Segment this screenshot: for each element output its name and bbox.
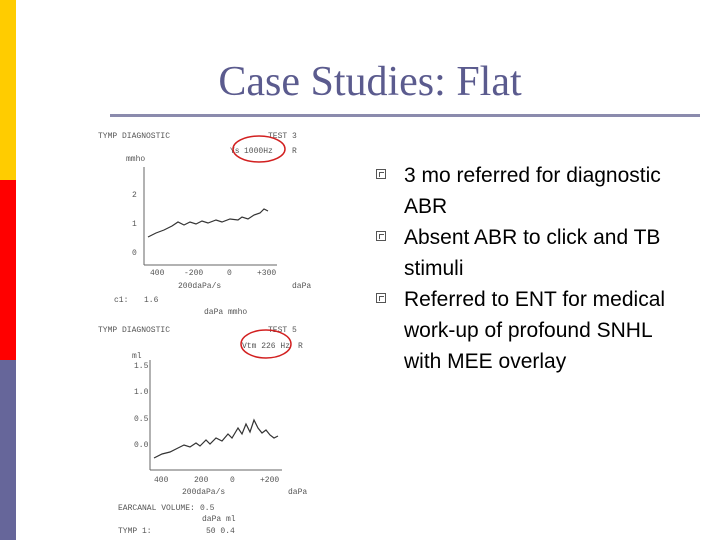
tympanogram-curve [154, 420, 278, 458]
y-tick: 2 [132, 191, 137, 200]
y-tick: 1 [132, 220, 137, 229]
y-tick: 0.0 [134, 441, 149, 450]
x-tick: +300 [257, 269, 277, 278]
bullet-item [374, 222, 674, 284]
tymp-probe-ear: R [298, 342, 303, 351]
title-underline [110, 114, 700, 117]
x-rate: 200daPa/s [182, 488, 226, 497]
footer-units: daPa ml [202, 515, 236, 524]
y-tick: 0.5 [134, 415, 149, 424]
tympanogram-curve [148, 209, 268, 237]
footer-label: c1: [114, 296, 129, 305]
tymp-probe-freq: 1000Hz [244, 147, 273, 156]
bullet-text: Referred to ENT for medical work-up of profound SNHL with MEE overlay [404, 288, 666, 373]
canal-label: EARCANAL VOLUME: [118, 504, 195, 513]
x-unit: daPa [288, 488, 308, 497]
footer-units: daPa mmho [204, 308, 248, 317]
tymp-probe-ear: R [292, 147, 297, 156]
tymp-header-left: TYMP DIAGNOSTIC [98, 132, 171, 141]
x-tick: 0 [230, 476, 235, 485]
bullet-item [374, 284, 674, 377]
tymp-unit: ml [132, 352, 142, 361]
accent-bar-red [0, 180, 16, 360]
footer-values: 50 0.4 [206, 527, 235, 536]
footer-value: 1.6 [144, 296, 159, 305]
tympanogram-bottom [92, 320, 332, 540]
x-rate: 200daPa/s [178, 282, 222, 291]
y-tick: 1.5 [134, 362, 149, 371]
tympanogram-top-scan [92, 125, 332, 320]
y-tick: 1.0 [134, 388, 149, 397]
tympanogram-top [92, 125, 332, 320]
bullet-text: 3 mo referred for diagnostic ABR [404, 164, 661, 218]
tymp-header-left: TYMP DIAGNOSTIC [98, 326, 171, 335]
x-tick: +200 [260, 476, 280, 485]
tymp-probe-label: Ys [230, 147, 240, 156]
accent-bar [0, 0, 16, 540]
x-tick: 400 [154, 476, 169, 485]
slide-title: Case Studies: Flat [218, 59, 522, 105]
bullet-square-icon [376, 231, 386, 241]
footer-label: TYMP 1: [118, 527, 152, 536]
accent-bar-blue [0, 360, 16, 540]
bullet-item [374, 160, 674, 222]
bullet-list [374, 160, 674, 377]
bullet-square-icon [376, 169, 386, 179]
tymp-header-right: TEST 5 [268, 326, 297, 335]
x-tick: -200 [184, 269, 204, 278]
canal-value: 0.5 [200, 504, 215, 513]
tymp-header-right: TEST 3 [268, 132, 297, 141]
x-tick: 200 [194, 476, 209, 485]
x-unit: daPa [292, 282, 312, 291]
x-tick: 0 [227, 269, 232, 278]
accent-bar-yellow [0, 0, 16, 180]
y-tick: 0 [132, 249, 137, 258]
bullet-square-icon [376, 293, 386, 303]
tymp-probe-label: Vtm 226 Hz [242, 342, 291, 351]
x-tick: 400 [150, 269, 165, 278]
bullet-text: Absent ABR to click and TB stimuli [404, 226, 661, 280]
tympanogram-bottom-scan [92, 320, 332, 540]
tymp-unit: mmho [126, 155, 146, 164]
